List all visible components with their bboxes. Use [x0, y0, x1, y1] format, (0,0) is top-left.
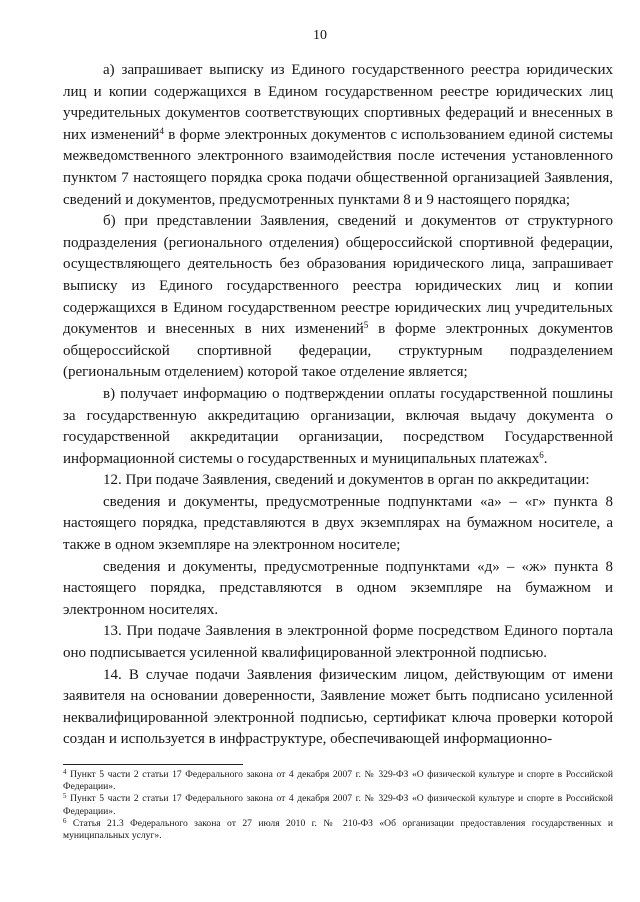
footnotes: [63, 769, 613, 842]
footnote-text: Пункт 5 части 2 статьи 17 Федерального закона от 4 декабря 2007 г. № 329-ФЗ «О физической культуре и спорте в Российской Федерации».: [63, 769, 613, 793]
paragraph-13: 13. При подаче Заявления в электронной форме посредством Единого портала оно подписывается усиленной квалифицированной электронной подписью.: [63, 623, 613, 662]
paragraph-text: в форме электронных документов общероссийской спортивной федерации, структурным подразделением (региональным отделением) которой такое отделение является;: [63, 321, 613, 381]
paragraph-12-item-2: сведения и документы, предусмотренные подпунктами «д» – «ж» пункта 8 настоящего порядка, представляются в одном экземпляре на бумажном и электронном носителях.: [63, 558, 613, 618]
footnote-ref-4[interactable]: 4: [159, 125, 164, 136]
footnote-divider: [63, 764, 243, 765]
footnote-ref-6[interactable]: 6: [539, 449, 544, 460]
paragraph-12-item-1: сведения и документы, предусмотренные подпунктами «а» – «г» пункта 8 настоящего порядка, представляются в двух экземплярах на бумажном носителе, а также в одном экземпляре на электронном носителе;: [63, 493, 613, 554]
page-number: 10: [313, 28, 327, 43]
footnote-5: [63, 793, 613, 817]
footnote-6: [63, 818, 613, 842]
paragraph-text: в) получает информацию о подтверждении оплаты государственной пошлины за государственную аккредитацию организации, включая выдачу документа о государственной аккредитации организации, посредством Государственной информационной системы о государственных и муниципальных платежах: [63, 385, 613, 467]
paragraph-14: 14. В случае подачи Заявления физическим лицом, действующим от имени заявителя на основании доверенности, Заявление может быть подписано усиленной неквалифицированной электронной подписью, сертификат ключа проверки которой создан и используется в инфраструктуре, обеспечивающей информационно-: [63, 666, 613, 748]
footnote-4: [63, 769, 613, 793]
paragraph-11a: [63, 60, 613, 211]
paragraph-text: а) запрашивает выписку из Единого государственного реестра юридических лиц и копии содержащихся в Едином государственном реестре юридических лиц учредительных документов соответствующих спортивных федераций и внесенных в них изменений: [63, 62, 613, 143]
paragraph-11c: [63, 384, 613, 470]
footnote-ref-5[interactable]: 5: [363, 320, 369, 331]
paragraph-12: 12. При подаче Заявления, сведений и документов в орган по аккредитации:: [103, 472, 590, 489]
paragraph-11b: [63, 211, 613, 384]
footnote-text: Статья 21.3 Федерального закона от 27 июля 2010 г. № 210-ФЗ «Об организации предоставления государственных и муниципальных услуг».: [63, 817, 613, 842]
footnote-text: Пункт 5 части 2 статьи 17 Федерального закона от 4 декабря 2007 г. № 329-ФЗ «О физической культуре и спорте в Российской Федерации».: [63, 793, 613, 817]
footnote-number: 6: [63, 816, 67, 825]
paragraph-text: .: [543, 450, 548, 467]
document-body: [63, 60, 613, 751]
paragraph-text: б) при представлении Заявления, сведений и документов от структурного подразделения (регионального отделения) общероссийской спортивной федерации, осуществляющего деятельность без образования юридического лица, запрашивает выписку из Единого государственного реестра юридических лиц и копии содержащихся в Едином государственном реестре юридических лиц учредительных документов и внесенных в них изменений: [63, 213, 613, 338]
footnote-number: 5: [63, 792, 67, 801]
footnote-number: 4: [63, 768, 67, 776]
paragraph-text: в форме электронных документов с использованием единой системы межведомственного электронного взаимодействия после истечения установленного пунктом 7 настоящего порядка срока подачи общественной организацией Заявления, сведений и документов, предусмотренных пунктами 8 и 9 настоящего порядка;: [63, 126, 613, 208]
